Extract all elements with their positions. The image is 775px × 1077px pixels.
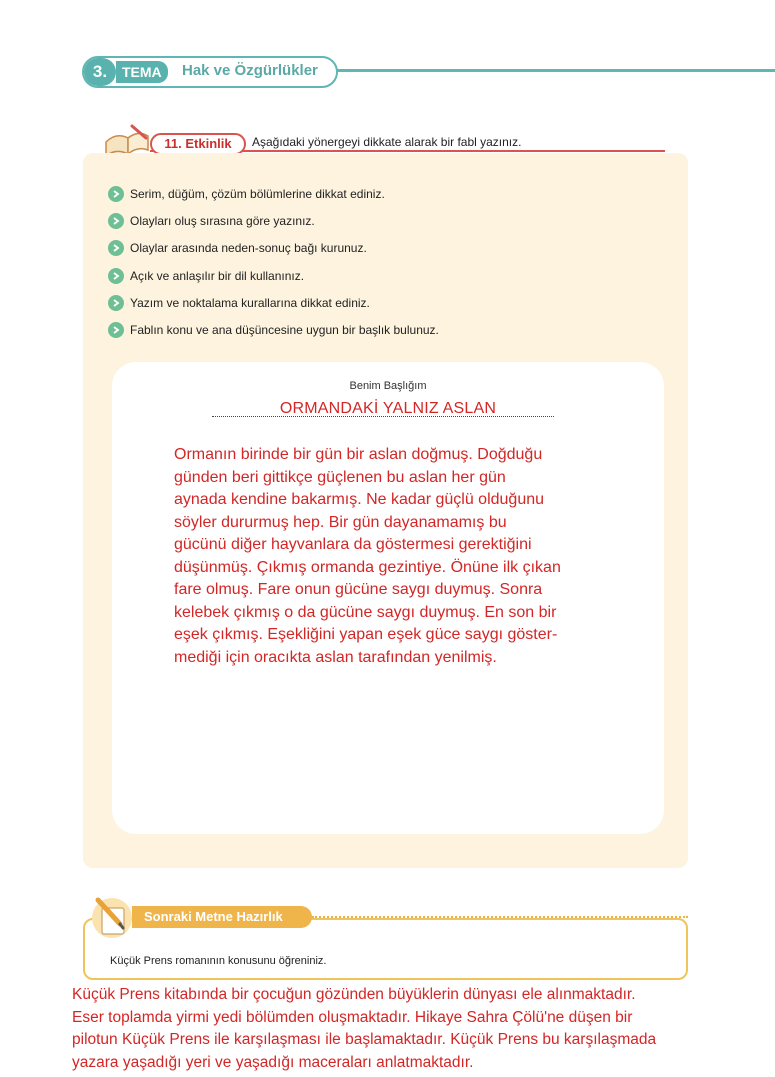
- guideline-item: Serim, düğüm, çözüm bölümlerine dikkat ediniz.: [108, 180, 668, 207]
- pencil-paper-icon: [90, 894, 134, 940]
- fable-line: mediği için oracıkta aslan tarafından yenilmiş.: [174, 648, 497, 666]
- activity-instruction: Aşağıdaki yönergeyi dikkate alarak bir fabl yazınız.: [252, 135, 522, 149]
- chevron-right-icon: [108, 268, 124, 284]
- activity-badge: 11. Etkinlik: [150, 133, 246, 155]
- theme-number: 3.: [84, 58, 116, 86]
- answer-line: Eser toplamda yirmi yedi bölümden oluşmaktadır. Hikaye Sahra Çölü'ne düşen bir: [72, 1008, 633, 1026]
- next-text-instruction: Küçük Prens romanının konusunu öğreniniz.: [110, 955, 327, 967]
- next-text-badge: Sonraki Metne Hazırlık: [132, 906, 312, 928]
- fable-body: [174, 444, 604, 669]
- fable-line: söyler dururmuş hep. Bir gün dayanamamış bu: [174, 513, 507, 531]
- fable-title: ORMANDAKİ YALNIZ ASLAN: [279, 400, 497, 417]
- guideline-item: Olaylar arasında neden-sonuç bağı kurunuz.: [108, 235, 668, 262]
- chevron-right-icon: [108, 213, 124, 229]
- fable-line: eşek çıkmış. Eşekliğini yapan eşek güce saygı göster-: [174, 626, 558, 643]
- header-rule: [330, 69, 775, 72]
- answer-line: Küçük Prens kitabında bir çocuğun gözünden büyüklerin dünyası ele alınmaktadır.: [72, 986, 636, 1003]
- fable-line: gücünü diğer hayvanlara da göstermesi gerektiğini: [174, 536, 532, 553]
- answer-line: yazara yaşadığı yeri ve yaşadığı maceraları anlatmaktadır.: [72, 1053, 474, 1071]
- chevron-right-icon: [108, 240, 124, 256]
- theme-label: TEMA: [116, 61, 168, 83]
- fable-line: fare olmuş. Fare onun gücüne saygı duymuş. Sonra: [174, 581, 543, 598]
- guideline-item: Olayları oluş sırasına göre yazınız.: [108, 207, 668, 234]
- guideline-item: Yazım ve noktalama kurallarına dikkat ediniz.: [108, 289, 668, 316]
- chevron-right-icon: [108, 186, 124, 202]
- answer-line: pilotun Küçük Prens ile karşılaşması ile başlamaktadır. Küçük Prens bu karşılaşmada: [72, 1031, 657, 1048]
- fable-line: günden beri gittikçe güçlenen bu aslan her gün: [174, 468, 506, 486]
- theme-title: Hak ve Özgürlükler: [182, 62, 318, 79]
- title-label: Benim Başlığım: [349, 380, 427, 392]
- handwritten-answer: [72, 984, 752, 1074]
- fable-line: kelebek çıkmış o da gücüne saygı duymuş. En son bir: [174, 603, 557, 621]
- chevron-right-icon: [108, 295, 124, 311]
- guideline-item: Açık ve anlaşılır bir dil kullanınız.: [108, 262, 668, 289]
- next-text-dotted-rule: [312, 916, 688, 918]
- fable-line: düşünmüş. Çıkmış ormanda gezintiye. Önüne ilk çıkan: [174, 558, 561, 576]
- fable-line: aynada kendine bakarmış. Ne kadar güçlü olduğunu: [174, 491, 545, 508]
- fable-line: Ormanın birinde bir gün bir aslan doğmuş. Doğduğu: [174, 446, 543, 463]
- chevron-right-icon: [108, 322, 124, 338]
- guideline-item: Fablın konu ve ana düşüncesine uygun bir başlık bulunuz.: [108, 316, 668, 343]
- guideline-list: [108, 180, 668, 344]
